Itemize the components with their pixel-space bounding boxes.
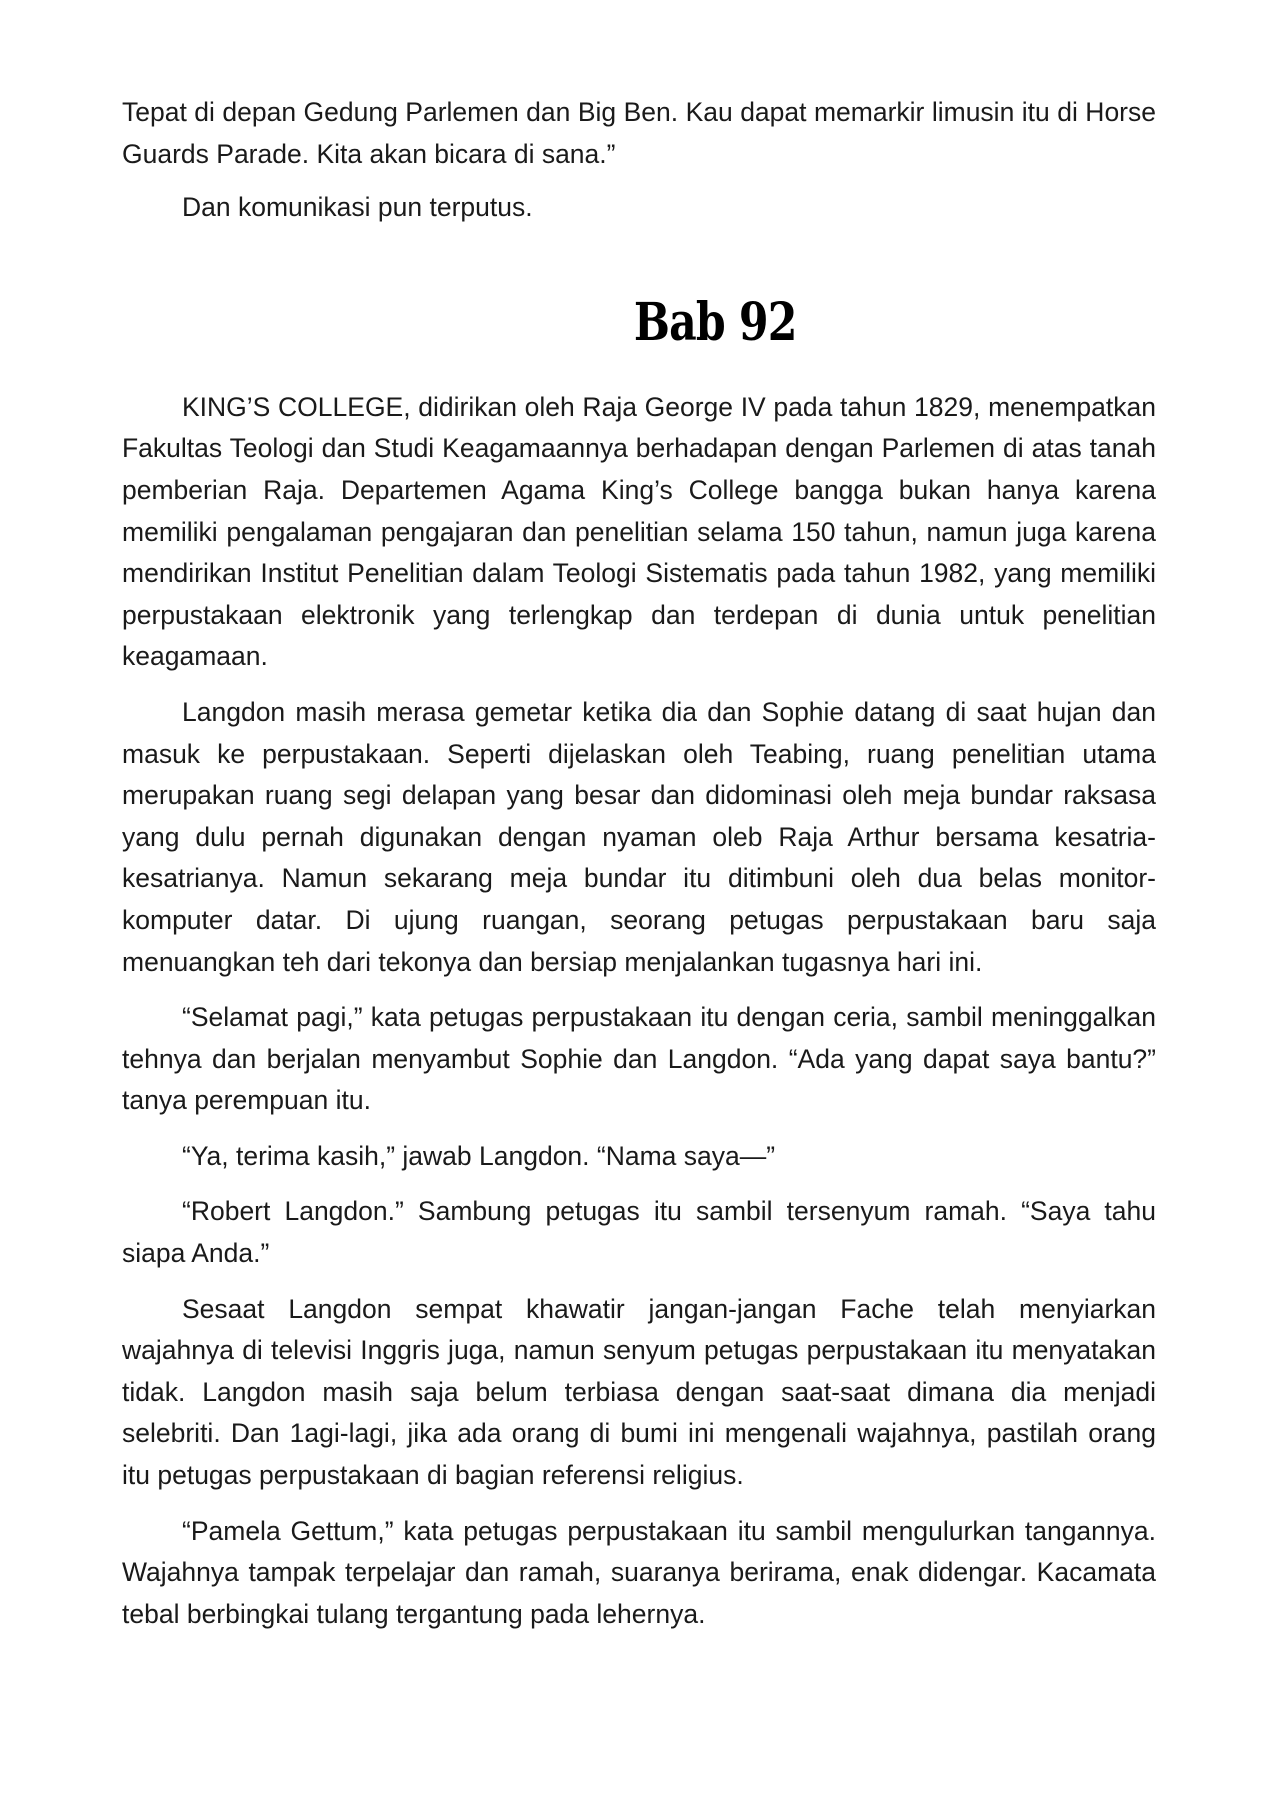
paragraph: Sesaat Langdon sempat khawatir jangan-jangan Fache telah menyiarkan wajahnya di televisi Inggris juga, namun senyum petugas perpustakaan itu menyatakan tidak. Langdon masih saja belum terbiasa dengan saat-saat dimana dia menjadi selebriti. Dan 1agi-lagi, jika ada orang di bumi ini mengenali wajahnya, pastilah orang itu petugas perpustakaan di bagian referensi religius. [122,1293,1156,1491]
paragraph: “Ya, terima kasih,” jawab Langdon. “Nama saya—” [182,1140,776,1171]
paragraph: “Selamat pagi,” kata petugas perpustakaan itu dengan ceria, sambil meninggalkan tehnya dan berjalan menyambut Sophie dan Langdon. “Ada yang dapat saya bantu?” tanya perempuan itu. [122,1002,1156,1116]
chapter-heading [122,293,1156,353]
paragraph: “Robert Langdon.” Sambung petugas itu sambil tersenyum ramah. “Saya tahu siapa Anda.” [122,1196,1156,1269]
chapter-title: Bab 92 [633,291,797,353]
paragraph: “Pamela Gettum,” kata petugas perpustakaan itu sambil mengulurkan tangannya. Wajahnya tampak terpelajar dan ramah, suaranya berirama, enak didengar. Kacamata tebal berbingkai tulang tergantung pada lehernya. [122,1515,1156,1629]
document-page [122,92,1156,1635]
paragraph-line: Dan komunikasi pun terputus. [182,192,533,223]
paragraph: KING’S COLLEGE, didirikan oleh Raja George IV pada tahun 1829, menempatkan Fakultas Teologi dan Studi Keagamaannya berhadapan dengan Parlemen di atas tanah pemberian Raja. Departemen Agama King’s College bangga bukan hanya karena memiliki pengalaman pengajaran dan penelitian selama 150 tahun, namun juga karena mendirikan Institut Penelitian dalam Teologi Sistematis pada tahun 1982, yang memiliki perpustakaan elektronik yang terlengkap dan terdepan di dunia untuk penelitian keagamaan. [122,391,1156,672]
paragraph: Langdon masih merasa gemetar ketika dia dan Sophie datang di saat hujan dan masuk ke perpustakaan. Seperti dijelaskan oleh Teabing, ruang penelitian utama merupakan ruang segi delapan yang besar dan didominasi oleh meja bundar raksasa yang dulu pernah digunakan dengan nyaman oleb Raja Arthur bersama kesatria-kesatrianya. Namun sekarang meja bundar itu ditimbuni oleh dua belas monitor-komputer datar. Di ujung ruangan, seorang petugas perpustakaan baru saja menuangkan teh dari tekonya dan bersiap menjalankan tugasnya hari ini. [122,696,1156,977]
paragraph-continuation: Tepat di depan Gedung Parlemen dan Big Ben. Kau dapat memarkir limusin itu di Horse Guards Parade. Kita akan bicara di sana.” [122,97,1156,169]
